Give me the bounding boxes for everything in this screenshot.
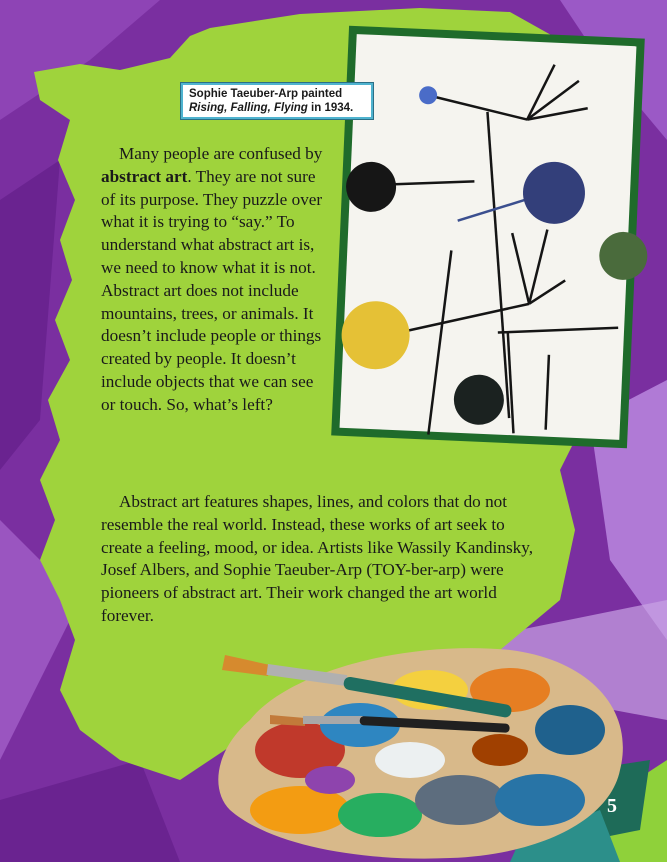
paragraph-1-body: . They are not sure of its purpose. They puzzle over what it is trying to “say.” To understand what abstract art is, we need to know what it is not. Abstract art does not include mountains, trees, or animals. It doesn’t include people or things created by people. It doesn’t include objects that we can see or touch. So, what’s left? [101, 166, 323, 414]
paragraph-2-body: Abstract art features shapes, lines, and colors that do not resemble the real world. Instead, these works of art seek to create a feeling, mood, or idea. Artists like Wassily Kandinsky, Josef Albers, and Sophie Taeuber-Arp (TOY-ber-arp) were pioneers of abstract art. Their work changed the art world forever. [101, 492, 534, 625]
paragraph-1 [101, 143, 331, 417]
caption-suffix: in 1934. [307, 102, 354, 114]
page-number: 5 [607, 795, 617, 817]
paragraph-1-intro: Many people are confused by [119, 144, 323, 163]
caption-title: Rising, Falling, Flying [189, 102, 308, 114]
caption-line1: Sophie Taeuber-Arp painted [189, 88, 343, 100]
abstract-art-term: abstract art [101, 166, 188, 186]
paint-palette-image [210, 630, 630, 862]
image-caption [181, 83, 373, 119]
paragraph-2 [101, 491, 541, 628]
